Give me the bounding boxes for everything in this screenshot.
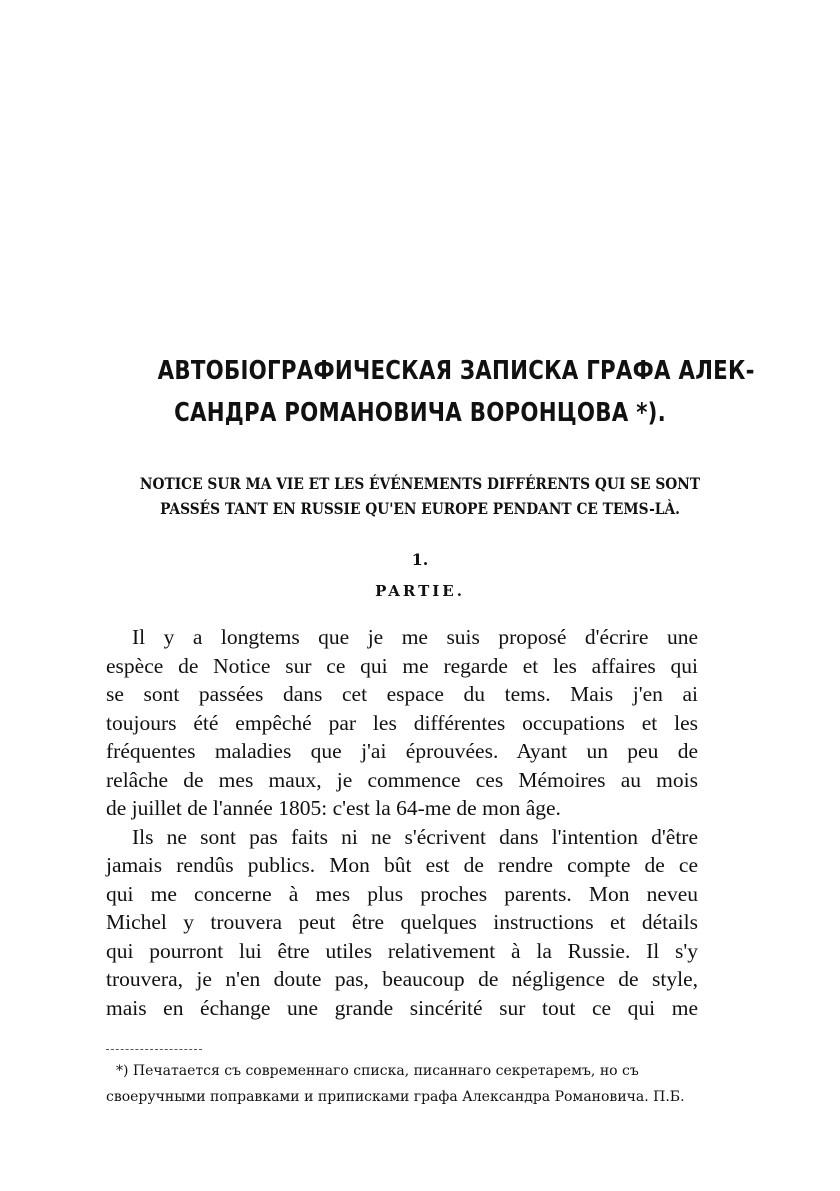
paragraph	[106, 823, 698, 1023]
title-line: АВТОБІОГРАФИЧЕСКАЯ ЗАПИСКА ГРАФА АЛЕК-	[157, 356, 755, 386]
footnote-divider	[106, 1049, 202, 1050]
text-line: fréquentes maladies que j'ai éprouvées. Ayant un peu de	[106, 739, 698, 763]
footnote	[106, 1058, 698, 1110]
text-line: de juillet de l'année 1805: c'est la 64-me de mon âge.	[106, 796, 561, 820]
text-line: Michel y trouvera peut être quelques instructions et détails	[106, 910, 698, 934]
document-title	[157, 350, 755, 434]
text-line: Ils ne sont pas faits ni ne s'écrivent dans l'intention d'être	[132, 824, 698, 849]
title-line: САНДРА РОМАНОВИЧА ВОРОНЦОВА *).	[174, 398, 666, 428]
body-text	[106, 623, 698, 1022]
footnote-line: своеручными поправками и приписками графа Александра Романовича. П.Б.	[106, 1089, 685, 1105]
text-line: jamais rendûs publics. Mon bût est de rendre compte de ce	[106, 853, 698, 877]
part-number: 1.	[411, 550, 429, 569]
footnote-line: *) Печатается съ современнаго списка, писаннаго секретаремъ, но съ	[116, 1063, 639, 1079]
text-line: se sont passées dans cet espace du tems. Mais j'en ai	[106, 682, 698, 706]
part-label: PARTIE.	[375, 582, 465, 600]
text-line: mais en échange une grande sincérité sur tout ce qui me	[106, 995, 698, 1020]
text-line: trouvera, je n'en doute pas, beaucoup de négligence de style,	[106, 967, 698, 991]
text-line: espèce de Notice sur ce qui me regarde et les affaires qui	[106, 653, 698, 678]
subtitle-line: NOTICE SUR MA VIE ET LES ÉVÉNEMENTS DIFFÉRENTS QUI SE SONT	[139, 474, 701, 493]
text-line: Il y a longtems que je me suis proposé d'écrire une	[132, 625, 698, 649]
paragraph	[106, 623, 698, 823]
subtitle-line: PASSÉS TANT EN RUSSIE QU'EN EUROPE PENDANT CE TEMS-LÀ.	[160, 499, 680, 518]
text-line: qui me concerne à mes plus proches parents. Mon neveu	[106, 881, 698, 906]
text-line: qui pourront lui être utiles relativement à la Russie. Il s'y	[106, 938, 698, 963]
text-line: relâche de mes maux, je commence ces Mémoires au mois	[106, 767, 698, 792]
document-subtitle	[136, 471, 704, 521]
text-line: toujours été empêché par les différentes occupations et les	[106, 710, 698, 735]
